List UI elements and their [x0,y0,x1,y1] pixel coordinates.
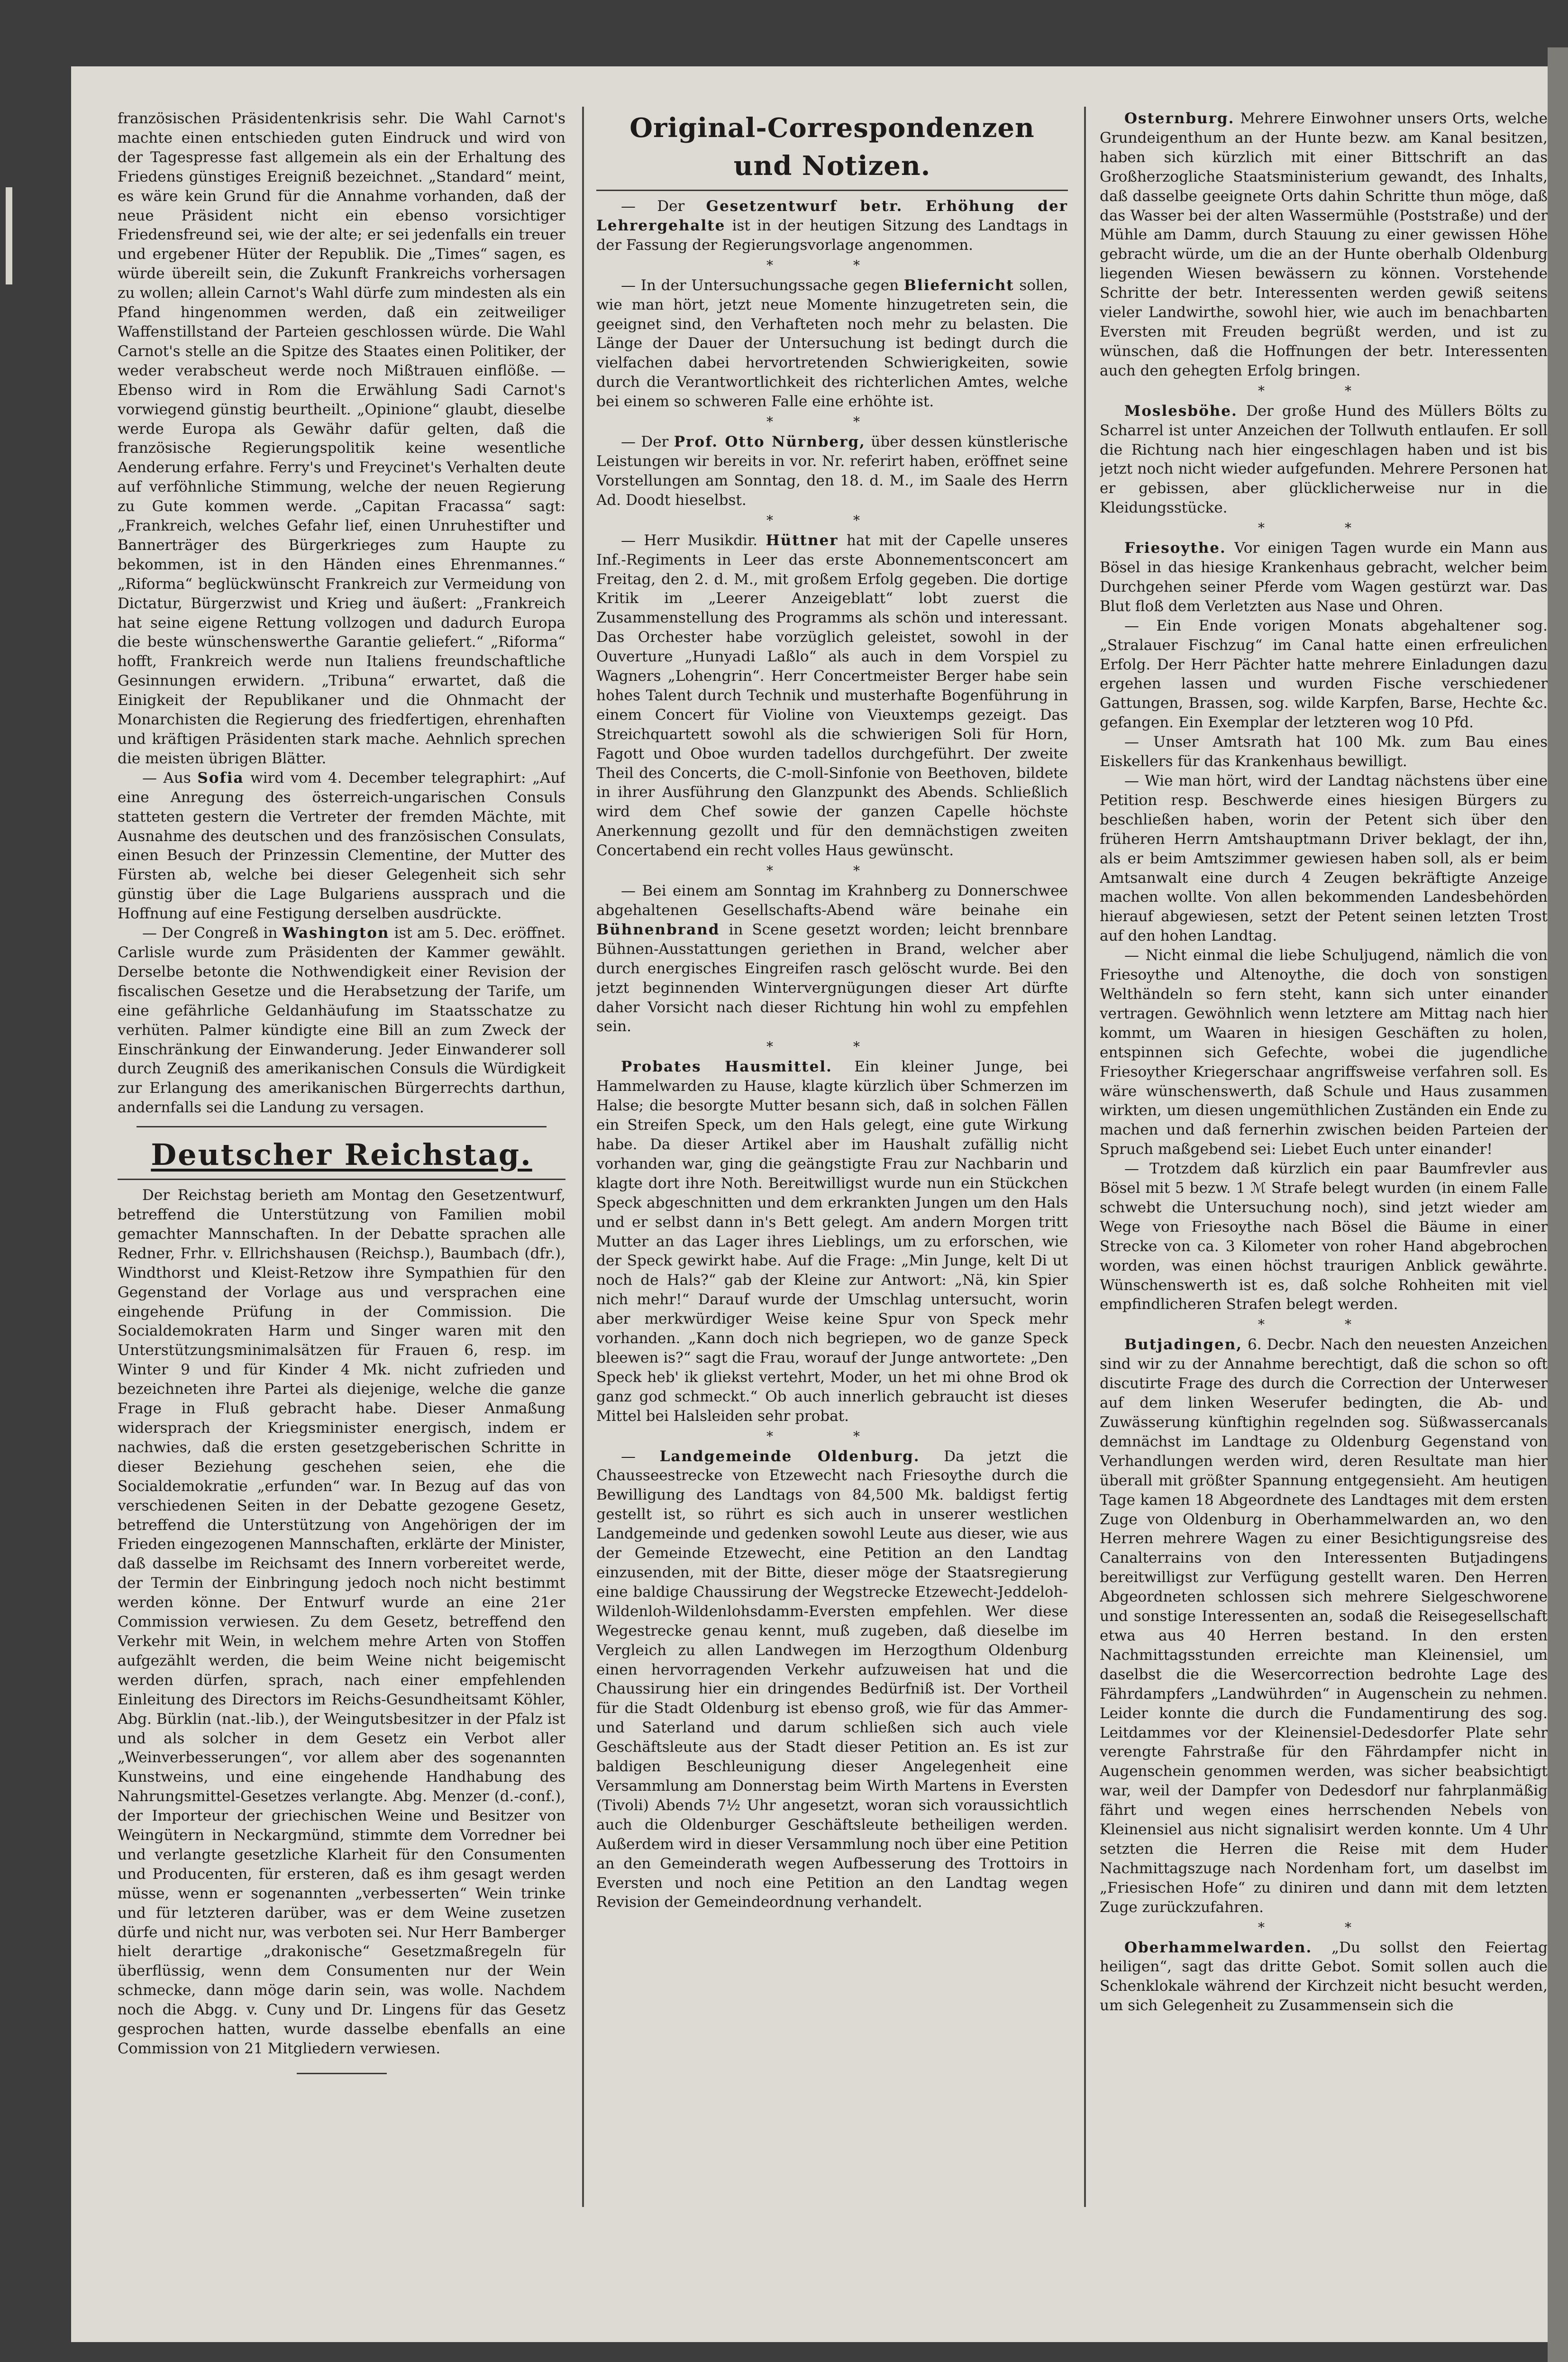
article-french-presidency: französischen Präsidentenkrisis sehr. Die Wahl Carnot's machte einen entschieden guten Eindruck und wird von der Tagespresse fast allgemein als ein der Erhaltung des Friedens günstiges Ereigniß bezeichnet. „Standard“ meint, es wäre kein Grund für die Annahme vorhanden, daß der neue Präsident nicht ein ebenso vorsichtiger Friedensfreund sei, wie der alte; er sei jedenfalls ein treuer und ergebener Hüter der Republik. Die „Times“ sagen, es würde übereilt sein, die Zukunft Frankreichs vorhersagen zu wollen; allein Carnot's Wahl dürfe zum mindesten als ein Pfand hingenommen werden, daß ein zeitweiliger Waffenstillstand der Parteien geschlossen würde. Die Wahl Carnot's stelle an die Spitze des Staates einen Politiker, der weder verabscheut werde noch Mißtrauen einflöße. — Ebenso wird in Rom die Erwählung Sadi Carnot's vorwiegend günstig beurtheilt. „Opinione“ glaubt, dieselbe werde Europa als Gewähr dafür gelten, daß die französische Regierungspolitik keine wesentliche Aenderung erfahre. Ferry's und Freycinet's Verhalten deute auf verföhnliche Stimmung, welche der neuen Regierung zu Gute kommen werde. „Capitan Fracassa“ sagt: „Frankreich, welches Gefahr lief, einen Unruhestifter und Bannerträger des Bürgerkrieges zum Haupte zu bekommen, ist in den Händen eines Ehrenmannes.“ „Riforma“ beglückwünscht Frankreich zur Vermeidung von Dictatur, Bürgerzwist und Krieg und äußert: „Frankreich hat seine eigene Rettung vollzogen und dadurch Europa die beste wünschenswerthe Garantie geliefert.“ „Riforma“ hofft, Frankreich werde nun Italiens freundschaftliche Gesinnungen erwidern. „Tribuna“ erwartet, daß die Einigkeit der Republikaner und die Ohnmacht der Monarchisten die Regierung des friedfertigen, ehrenhaften und kräftigen Präsidenten stark mache. Aehnlich sprechen die meisten übrigen Blätter. [118,110,565,767]
star-separator: * * [1258,1919,1389,1935]
place-osternburg: Osternburg. [1124,110,1235,127]
topic-hausmittel: Probates Hausmittel. [621,1058,832,1076]
article-friesoythe-fischzug: — Ein Ende vorigen Monats abgehaltener sog. „Stralauer Fischzug“ im Canal hatte einen erfreulichen Erfolg. Der Herr Pächter hatte mehrere Einladungen dazu ergehen lassen und wurden Fische verschiedener Gattungen, Brassen, sog. wilde Karpfen, Barse, Hechte &c. gefangen. Ein Exemplar der letzteren wog 10 Pfd. [1100,617,1548,732]
article-reichstag: Der Reichstag berieth am Montag den Gesetzentwurf, betreffend die Unterstützung von Familien mobil gemachter Mannschaften. In der Debatte sprachen alle Redner, Frhr. v. Ellrichshausen (Reichsp.), Baumbach (dfr.), Windthorst und Kleist-Retzow ihre Sympathien für den Gegenstand der Vorlage aus und versprachen eine eingehende Prüfung in der Commission. Die Socialdemokraten Harm und Singer waren mit den Unterstützungsminimalsätzen für Frauen 6, resp. im Winter 9 und für Kinder 4 Mk. nicht zufrieden und bezeichneten ihre Partei als diejenige, welche die ganze Frage in Fluß gebracht habe. Dieser Anmaßung widersprach der Kriegsminister energisch, indem er nachwies, daß die ersten gesetzgeberischen Schritte in dieser Beziehung geschehen seien, ehe die Socialdemokratie „erfunden“ war. In Bezug auf das von verschiedenen Seiten in der Debatte gezogene Gesetz, betreffend die Unterstützung von Angehörigen der im Frieden eingezogenen Mannschaften, erklärte der Minister, daß dasselbe im Reichsamt des Innern vorbereitet werde, der Termin der Einbringung jedoch noch nicht bestimmt werden könne. Der Entwurf wurde an eine 21er Commission verwiesen. Zu dem Gesetz, betreffend den Verkehr mit Wein, in welchem mehre Arten von Stoffen aufgezählt werden, die beim Weine nicht beigemischt werden dürfen, sprach, nach einer empfehlenden Einleitung des Directors im Reichs-Gesundheitsamt Köhler, Abg. Bürklin (nat.-lib.), der Weingutsbesitzer in der Pfalz ist und als solcher in dem Gesetz ein Verbot aller „Weinverbesserungen“, vor allem aber des sogenannten Kunstweins, und eine eingehende Handhabung des Nahrungsmittel-Gesetzes verlangte. Abg. Menzer (d.-conf.), der Importeur der griechischen Weine und Besitzer von Weingütern in Neckargmünd, stimmte dem Vorredner bei und verlangte gesetzliche Klarheit für den Consumenten und Producenten, für ersteren, daß es ihm gesagt werden müsse, wenn er sogenannten „verbesserten“ Wein trinke und für letzteren darüber, was er dem Weine zusetzen dürfe und nicht nur, was verboten sei. Nur Herr Bamberger hielt derartige „drakonische“ Gesetzmaßregeln für überflüssig, wenn dem Consumenten nur der Wein schmecke, dann möge darin sein, was wolle. Nachdem noch die Abgg. v. Cuny und Dr. Lingens für das Gesetz gesprochen hatten, wurde dasselbe ebenfalls an eine Commission von 21 Mitgliedern verwiesen. [118,1187,565,2057]
star-separator: * * [1258,1317,1389,1333]
star-separator: * * [766,257,898,273]
article-moslesboehe: Moslesböhe. Der große Hund des Müllers Bölts zu Scharrel ist unter Anzeichen der Tollwuth entlaufen. Er soll die Richtung nach hier eingeschlagen haben und ist bis jetzt noch nicht wieder aufgefunden. Mehrere Personen hat er gebissen, aber glücklicherweise nur in die Kleidungsstücke. [1100,402,1548,517]
heading-underline [118,1179,565,1180]
star-separator: * * [766,512,898,528]
article-osternburg: Osternburg. Mehrere Einwohner unsers Orts, welche Grundeigenthum an der Hunte bezw. am Kanal besitzen, haben sich kürzlich mit einer Bittschrift an das Großherzogliche Staatsministerium gewandt, des Inhalts, daß dasselbe geeignete Orts dahin Schritte thun möge, daß das Wasser bei der alten Wassermühle (Poststraße) und der Mühle am Damm, durch Stauung zu einer gewissen Höhe gebracht würde, um die an der Hunte oberhalb Oldenburg liegenden Wiesen bewässern zu können. Vorstehende Schritte der betr. Interessenten werden gewiß seitens vieler Landwirthe, sowohl hier, wie auch im benachbarten Eversten mit Freuden begrüßt werden, und ist zu wünschen, daß die Hoffnungen der betr. Interessenten auch den gehegten Erfolg bringen. [1100,110,1548,379]
column-right [1100,109,1548,2233]
article-friesoythe-eiskeller: — Unser Amtsrath hat 100 Mk. zum Bau eines Eiskellers für das Krankenhaus bewilligt. [1100,733,1548,770]
article-friesoythe: Friesoythe. Vor einigen Tagen wurde ein Mann aus Bösel in das hiesige Krankenhaus gebracht, welcher beim Durchgehen seiner Pferde vom Wagen gestürzt war. Das Blut floß dem Verletzten aus Nase und Ohren. [1100,540,1548,615]
article-landgemeinde: — Landgemeinde Oldenburg. Da jetzt die Chausseestrecke von Etzewecht nach Friesoythe durch die Bewilligung des Landtags von 84,500 Mk. baldigst fertig gestellt ist, so rührt es sich auch in unserer westlichen Landgemeinde und gedenken sowohl Leute aus dieser, wie aus der Gemeinde Etzewecht, eine Petition an den Landtag einzusenden, mit der Bitte, dieser möge der Staatsregierung eine baldige Chaussirung der Wegstrecke Etzewecht-Jeddeloh-Wildenloh-Wildenlohsdamm-Eversten empfehlen. Wer diese Wegestrecke genau kennt, muß zugeben, daß dieselbe im Vergleich zu allen Landwegen im Herzogthum Oldenburg einen hervorragenden Verkehr aufzuweisen hat und die Chaussirung hier ein dringendes Bedürfniß ist. Der Vortheil für die Stadt Oldenburg ist ebenso groß, wie für das Ammer- und Saterland und darum schließen sich auch viele Geschäftsleute aus der Stadt dieser Petition an. Es ist zur baldigen Beschleunigung dieser Angelegenheit eine Versammlung am Donnerstag beim Wirth Martens in Eversten (Tivoli) Abends 7½ Uhr angesetzt, woran sich voraussichtlich auch die Oldenburger Geschäftsleute betheiligen werden. Außerdem wird in dieser Versammlung noch über eine Petition an den Gemeinderath wegen Aufbesserung des Trottoirs in Eversten und noch eine Petition an den Landtag wegen Revision der Gemeindeordnung verhandelt. [596,1447,1068,1911]
article-buehnenbrand: — Bei einem am Sonntag im Krahnberg zu Donnerschwee abgehaltenen Gesellschafts-Abend wäre beinahe ein Bühnenbrand in Scene gesetzt worden; leicht brennbare Bühnen-Ausstattungen geriethen in Brand, welcher aber durch energisches Eingreifen rasch gelöscht wurde. Bei den jetzt beginnenden Wintervergnügungen dieser Art dürfte daher Vorsicht nach dieser Richtung hin wohl zu empfehlen sein. [596,882,1068,1035]
star-separator: * * [766,1428,898,1444]
name-nuernberg: Prof. Otto Nürnberg, [674,433,866,451]
column-rule-left [582,107,584,2207]
margin-mark [6,187,12,284]
place-landgemeinde: Landgemeinde Oldenburg. [659,1447,920,1465]
topic-lehrergehalte: Gesetzentwurf betr. Erhöhung der Lehrergehalte [596,198,1068,234]
place-washington: Washington [282,925,390,942]
heading-correspondence: Original-Correspondenzen und Notizen. [629,112,1035,182]
article-washington: — Der Congreß in Washington ist am 5. Dec. eröffnet. Carlisle wurde zum Präsidenten der Kammer gewählt. Derselbe betonte die Nothwendigkeit einer Revision der fiscalischen Gesetze und die Herabsetzung der Tarife, um eine gefährliche Geldanhäufung im Staatsschatze zu verhüten. Palmer kündigte eine Bill an zum Zweck der Einschränkung der Einwanderung. Jeder Einwanderer soll durch Zeugniß des amerikanischen Consuls die Würdigkeit zur Erlangung des amerikanischen Bürgerrechts darthun, andernfalls sei die Landung zu versagen. [118,925,565,1117]
star-separator: * * [766,414,898,430]
article-oberhammelwarden: Oberhammelwarden. „Du sollst den Feiertag heiligen“, sagt das dritte Gebot. Somit sollen auch die Schenklokale während der Kirchzeit nicht besucht werden, um sich Gelegenheit zu Zusammensein sich die [1100,1939,1548,2014]
article-sofia: — Aus Sofia wird vom 4. December telegraphirt: „Auf eine Anregung des österreich-ungarischen Consuls statteten gestern die Vertreter der fremden Mächte, mit Ausnahme des deutschen und des französischen Consulats, einen Besuch der Prinzessin Clementine, der Mutter des Fürsten ab, welche bei dieser Gelegenheit sich sehr günstig über die Lage Bulgariens aussprach und die Hoffnung auf eine Festigung derselben ausdrückte. [118,769,565,923]
article-friesoythe-baumfrevel: — Trotzdem daß kürzlich ein paar Baumfrevler aus Bösel mit 5 bezw. 1 ℳ Strafe belegt wurden (in einem Falle schwebt die Untersuchung noch), sind jetzt wieder am Wege von Friesoythe nach Bösel die Bäume in einer Strecke von ca. 3 Kilometer von roher Hand abgebrochen worden, was einen höchst traurigen Anblick gewährte. Wünschenswerth ist es, daß solche Rohheiten mit viel empfindlicheren Strafen belegt werden. [1100,1160,1548,1313]
star-separator: * * [1258,520,1389,536]
star-separator: * * [766,863,898,879]
column-rule-right [1084,107,1086,2207]
heading-reichstag: Deutscher Reichstag. [151,1137,532,1172]
column-left [118,109,565,2205]
article-nuernberg: — Der Prof. Otto Nürnberg, über dessen künstlerische Leistungen wir bereits in vor. Nr. referirt haben, eröffnet seine Vorstellungen am Sonntag, den 18. d. M., im Saale des Herrn Ad. Doodt hieselbst. [596,433,1068,509]
article-huettner: — Herr Musikdir. Hüttner hat mit der Capelle unseres Inf.-Regiments in Leer das erste Abonnementsconcert am Freitag, den 2. d. M., mit großem Erfolg gegeben. Die dortige Kritik im „Leerer Anzeigeblatt“ lobt zuerst die Zusammenstellung des Programms als schön und interessant. Das Orchester habe vorzüglich geleistet, sowohl in der Ouverture „Hunyadi Laßlo“ als auch in dem Vorspiel zu Wagners „Lohengrin“. Herr Concertmeister Berger habe sein hohes Talent durch Technik und musterhafte Bogenführung in einem Concert für Violine von Vieuxtemps gezeigt. Das Streichquartett sowohl als die schwierigen Soli für Horn, Fagott und Oboe wurden tadellos durchgeführt. Der zweite Theil des Concerts, die C-moll-Sinfonie von Beethoven, bildete in ihrer Ausführung den Glanzpunkt des Abends. Schließlich wird dem Chef sowie der ganzen Capelle höchste Anerkennung gezollt und für den demnächstigen zweiten Concertabend ein recht volles Haus gewünscht. [596,531,1068,860]
column-middle [596,109,1068,2238]
star-separator: * * [766,1039,898,1055]
article-friesoythe-petition: — Wie man hört, wird der Landtag nächstens über eine Petition resp. Beschwerde eines hiesigen Bürgers zu beschließen haben, worin der Petent sich über den früheren Herrn Amtshauptmann Driver beklagt, der ihn, als er beim Amtszimmer gewiesen haben soll, als er beim Amtsanwalt eine durch 4 Zeugen bekräftigte Anzeige machen wollte. Von allen bekommenden Landesbehörden hierauf abgewiesen, setzt der Petent seinen letzten Trost auf den hohen Landtag. [1100,772,1548,945]
article-lehrergehalte: — Der Gesetzentwurf betr. Erhöhung der Lehrergehalte ist in der heutigen Sitzung des Landtags in der Fassung der Regierungsvorlage angenommen. [596,198,1068,254]
section-divider [137,1126,547,1127]
name-huettner: Hüttner [766,531,839,549]
heading-underline [596,190,1068,191]
article-friesoythe-schuljugend: — Nicht einmal die liebe Schuljugend, nämlich die von Friesoythe und Altenoythe, die doch von sonstigen Welthändeln so fern steht, kann sich unter einander vertragen. Gewöhnlich wenn letztere am Mittag nach hier kommt, um Waaren in hiesigen Geschäften zu holen, entspinnen sich Gefechte, wobei die jugendliche Friesoyther Kriegerschaar angriffsweise verfahren soll. Es wäre wünschenswerth, daß Schule und Haus zusammen wirkten, um diesen ungemüthlichen Zuständen ein Ende zu machen und daß fernerhin zwischen beiden Parteien der Spruch maßgebend sei: Liebet Euch unter einander! [1100,947,1548,1158]
place-butjadingen: Butjadingen, [1124,1336,1243,1354]
article-hausmittel: Probates Hausmittel. Ein kleiner Junge, bei Hammelwarden zu Hause, klagte kürzlich über Schmerzen im Halse; die besorgte Mutter besann sich, daß in solchen Fällen ein Streifen Speck, um den Hals gelegt, eine gute Wirkung habe. Da dieser Artikel aber im Haushalt zufällig nicht vorhanden war, ging die geängstigte Frau zur Nachbarin und klagte dort ihre Noth. Bereitwilligst wurde nun ein Stückchen Speck abgeschnitten und dem erkrankten Jungen um den Hals und er selbst dann in's Bett gelegt. Am andern Morgen tritt Mutter an das Lager ihres Lieblings, um zu erforschen, wie der Speck gewirkt habe. Auf die Frage: „Min Junge, kelt Di ut noch de Hals?“ gab der Kleine zur Antwort: „Nä, kin Spier nich mehr!“ Darauf wurde der Umschlag untersucht, worin aber merkwürdiger Weise keine Spur von Speck mehr vorhanden. „Kann doch nich begriepen, wo de ganze Speck bleewen is?“ sagt die Frau, worauf der Junge antwortete: „Den Speck heb' ik gliekst vertehrt, Moder, un het mi ohne Brod ok ganz god schmeckt.“ Ob auch innerlich gebraucht ist dieses Mittel bei Halsleiden sehr probat. [596,1058,1068,1425]
article-butjadingen: Butjadingen, 6. Decbr. Nach den neuesten Anzeichen sind wir zu der Annahme berechtigt, daß die schon so oft discutirte Frage des durch die Correction der Unterweser auf dem linken Weserufer bedingten, die Ab- und Zuwässerung künftighin regelnden sog. Süßwassercanals demnächst im Landtage zu Oldenburg Gegenstand von Verhandlungen werden wird, deren Resultate man hier überall mit größter Spannung entgegensieht. Am heutigen Tage kamen 18 Abgeordnete des Landtages mit dem ersten Zuge von Oldenburg in Oberhammelwarden an, wo den Herren mehrere Wagen zu einer Besichtigungsreise des Canalterrains von den Interessenten Butjadingens bereitwilligst zur Verfügung gestellt waren. Den Herren Abgeordneten schlossen sich mehrere Sielgeschworene und sonstige Interessenten an, sodaß die Reisegesellschaft etwa aus 40 Herren bestand. In den ersten Nachmittagsstunden erreichte man Kleinensiel, um daselbst die die Wesercorrection bedrohte Lage des Fährdampfers „Landwührden“ in Augenschein zu nehmen. Leider konnte die durch die Fundamentirung des sog. Leitdammes vor der Kleinensiel-Dedesdorfer Plate sehr verengte Fahrstraße für den Fährdampfer nicht in Augenschein genommen werden, was sicher beabsichtigt war, weil der Dampfer von Dedesdorf nur fahrplanmäßig fährt und wegen eines herrschenden Nebels von Kleinensiel aus nicht signalisirt werden konnte. Um 4 Uhr setzten die Herren die Reise mit dem Huder Nachmittagszuge nach Nordenham fort, um daselbst im „Friesischen Hofe“ zu diniren und dann mit dem letzten Zuge zurückzufahren. [1100,1336,1548,1916]
star-separator: * * [1258,383,1389,399]
end-rule [297,2073,387,2074]
article-bliefernicht: — In der Untersuchungssache gegen Bliefernicht sollen, wie man hört, jetzt neue Momente hinzugetreten sein, die geeignet sind, den Verhafteten noch mehr zu belasten. Die Länge der Dauer der Untersuchung ist bedingt durch die vielfachen dabei hervortretenden Schwierigkeiten, sowie durch die Verantwortlichkeit des richterlichen Amtes, welche bei einem so schweren Falle eine erhöhte ist. [596,276,1068,411]
page-edge [1548,47,1568,2362]
place-friesoythe: Friesoythe. [1124,540,1226,557]
place-sofia: Sofia [197,769,244,787]
name-bliefernicht: Bliefernicht [903,276,1014,294]
topic-buehnenbrand: Bühnenbrand [596,921,720,938]
place-oberhammelwarden: Oberhammelwarden. [1124,1939,1313,1956]
place-moslesboehe: Moslesböhe. [1124,402,1238,420]
